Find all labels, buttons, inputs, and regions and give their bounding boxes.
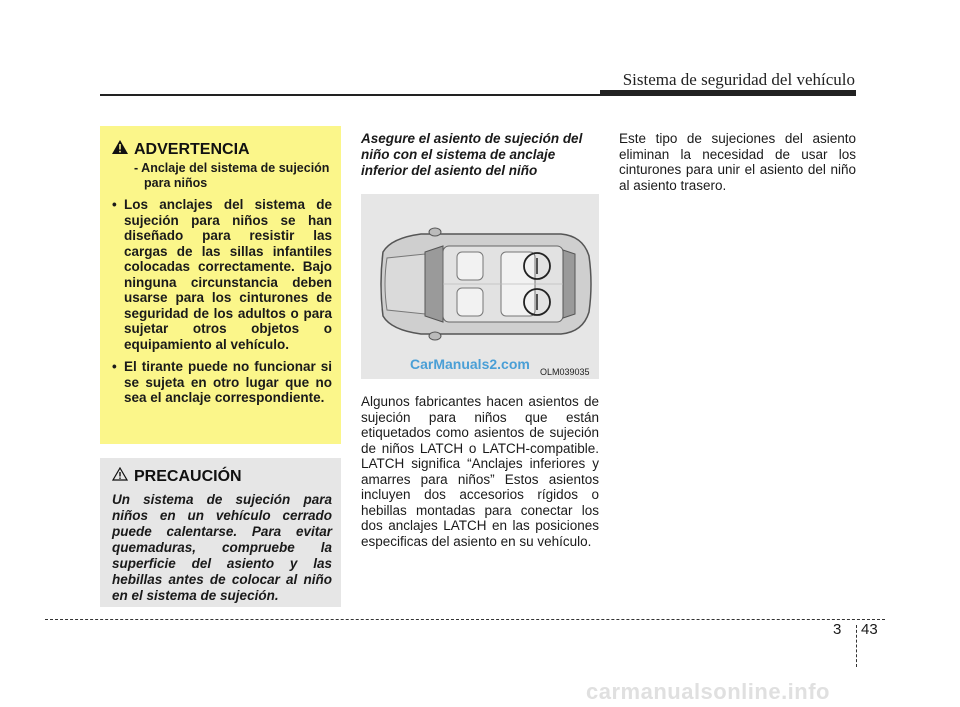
header-rule-accent xyxy=(600,90,856,95)
caution-title: PRECAUCIÓN xyxy=(134,467,242,485)
warning-list xyxy=(112,197,332,406)
warning-item: • Los anclajes del sistema de sujeción para niños se han diseñado para resistir las cargas de las sillas infantiles colocadas correctamente. Bajo ninguna circunstancia deben usarse para los cinturones de seguridad de los adultos o para sujetar otros objetos o equipamiento al vehículo. xyxy=(112,197,332,352)
car-top-view-figure xyxy=(361,194,599,379)
right-body-text: Este tipo de sujeciones del asiento eliminan la necesidad de usar los cinturones para unir el asiento del niño al asiento trasero. xyxy=(619,131,856,193)
section-heading: Asegure el asiento de sujeción del niño con el sistema de anclaje inferior del asiento del niño xyxy=(361,131,583,178)
caution-text: Un sistema de sujeción para niños en un vehículo cerrado puede calentarse. Para evitar quemaduras, compruebe la superficie del asiento y las hebillas antes de colocar al niño en el sistema de sujeción. xyxy=(112,492,332,603)
running-header: Sistema de seguridad del vehículo xyxy=(622,70,855,89)
middle-body-text: Algunos fabricantes hacen asientos de sujeción para niños que están etiquetados como asientos de sujeción de niños LATCH o LATCH-compatible. LATCH significa “Anclajes inferiores y amarres para niños” Estos asientos incluyen dos accesorios rígidos o hebillas montadas para conectar los dos anclajes LATCH en las posiciones especificas del asiento en su vehículo. xyxy=(361,394,599,549)
caution-triangle-icon xyxy=(112,467,128,486)
warning-subtitle: - Anclaje del sistema de sujeción para niños xyxy=(134,161,330,190)
figure-watermark: CarManuals2.com xyxy=(410,356,530,372)
warning-triangle-icon xyxy=(112,140,128,159)
page-number: 43 xyxy=(861,621,878,638)
site-watermark: carmanualsonline.info xyxy=(586,679,830,704)
caution-heading xyxy=(112,467,332,486)
warning-title: ADVERTENCIA xyxy=(134,140,250,158)
figure-code: OLM039035 xyxy=(540,367,590,377)
footer-divider xyxy=(856,625,857,667)
chapter-number: 3 xyxy=(833,621,842,638)
car-top-view-illustration xyxy=(361,194,599,379)
caution-box xyxy=(100,458,341,607)
warning-item: • El tirante puede no funcionar si se sujeta en otro lugar que no sea el anclaje correspondiente. xyxy=(112,359,332,406)
warning-box xyxy=(100,126,341,444)
warning-heading xyxy=(112,140,332,159)
footer-rule xyxy=(45,619,885,620)
